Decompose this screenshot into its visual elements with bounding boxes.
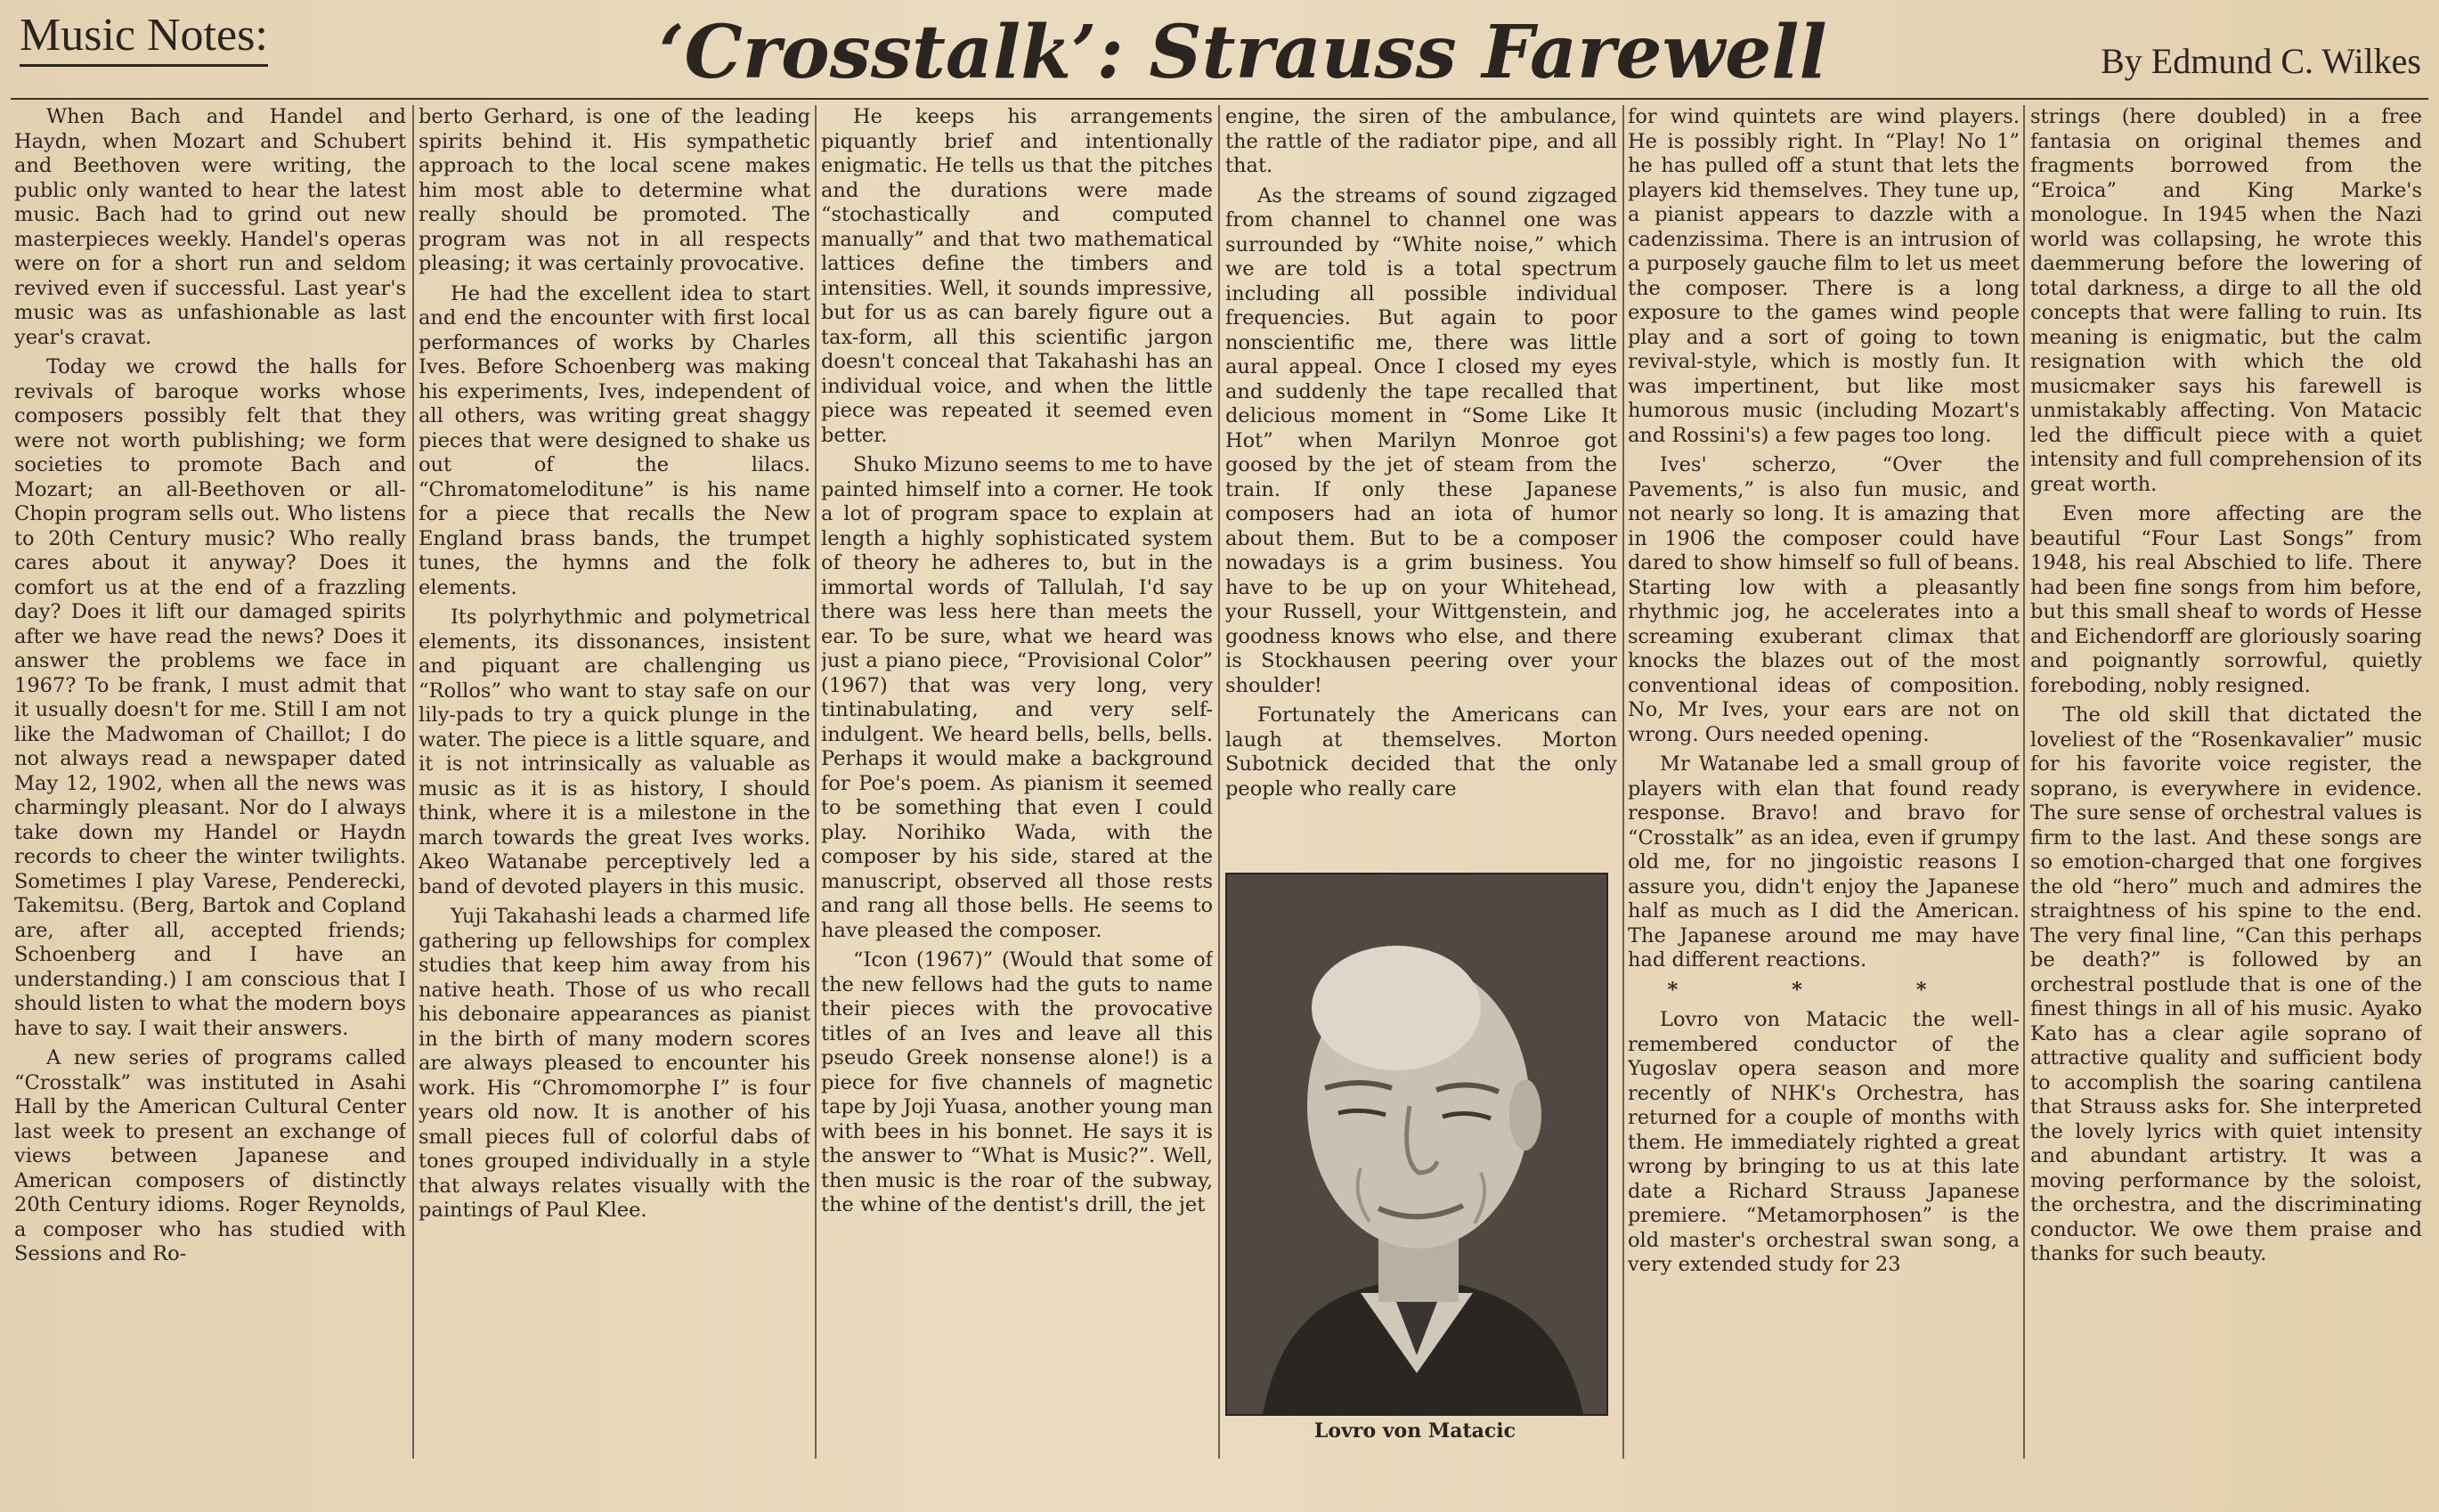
article-column-4 [1225,105,1617,862]
column-kicker: Music Notes: [20,7,268,67]
paragraph: strings (here doubled) in a free fantasia on original themes and fragments borrowed from the “Eroica” and King Marke's monologue. In 1945 when the Nazi world was collapsing, he wrote this daemmerung before the lowering of total darkness, a dirge to all the old concepts that were falling to ruin. Its meaning is enigmatic, but the calm resignation with which the old musicmaker says his farewell is unmistakably affecting. Von Matacic led the difficult piece with a quiet intensity and full comprehension of its great worth. [2030,105,2422,496]
paragraph: A new series of programs called “Crosstalk” was instituted in Asahi Hall by the American Cultural Center last week to present an exchange of views between Japanese and American composers of distinctly 20th Century idioms. Roger Reynolds, a composer who has studied with Sessions and Ro- [14,1046,406,1265]
article-column-5 [1628,105,2020,1459]
paragraph: The old skill that dictated the loveliest of the “Rosenkavalier” music for his favorite voice register, the soprano, is everywhere in evidence. The sure sense of orchestral values is firm to the last. And these songs are so emotion-charged that one forgives the old “hero” much and admires the straightness of his spine to the end. The very final line, “Can this perhaps be death?” is followed by an orchestral postlude that is one of the finest things in all of his music. Ayako Kato has a clear agile soprano of attractive quality and sufficient body to accomplish the soaring cantilena that Strauss asks for. She interpreted the lovely lyrics with quiet intensity and abundant artistry. It was a moving performance by the soloist, the orchestra, and the discriminating conductor. We owe them praise and thanks for such beauty. [2030,703,2422,1265]
column-divider [2023,105,2025,1459]
article-column-3 [821,105,1213,1459]
portrait-illustration [1227,874,1606,1414]
portrait-photo [1225,873,1608,1416]
paragraph: for wind quintets are wind players. He is possibly right. In “Play! No 1” he has pulled off a stunt that lets the players kid themselves. They tune up, a pianist appears to dazzle with a cadenzissima. There is an intrusion of a purposely gauche film to let us meet the composer. There is a long exposure to the games wind people play and a sort of going to town revival-style, which is mostly fun. It was impertinent, but like most humorous music (including Mozart's and Rossini's) a few pages too long. [1628,105,2020,447]
paragraph: Even more affecting are the beautiful “Four Last Songs” from 1948, his real Abschied to life. There had been fine songs from him before, but this small sheaf to words of Hesse and Eichendorff are gloriously soaring and poignantly sorrowful, quietly foreboding, nobly resigned. [2030,502,2422,697]
paragraph: When Bach and Handel and Haydn, when Mozart and Schubert and Beethoven were writing, the public only wanted to hear the latest music. Bach had to grind out new masterpieces weekly. Handel's operas were on for a short run and seldom revived even if successful. Last year's music was as unfashionable as last year's cravat. [14,105,406,349]
paragraph: engine, the siren of the ambulance, the rattle of the radiator pipe, and all that. [1225,105,1617,177]
column-divider [1622,105,1624,1459]
column-divider [412,105,414,1459]
paragraph: Lovro von Matacic the well-remembered conductor of the Yugoslav opera season and more recently of NHK's Orchestra, has returned for a couple of months with them. He immediately righted a great wrong by bringing to us at this late date a Richard Strauss Japanese premiere. “Metamorphosen” is the old master's orchestral swan song, a very extended study for 23 [1628,1008,2020,1276]
article-column-6 [2030,105,2422,1459]
photo-caption: Lovro von Matacic [1313,1419,1516,1443]
paragraph: “Icon (1967)” (Would that some of the new fellows had the guts to name their pieces with the provocative titles of an Ives and leave all this pseudo Greek nonsense alone!) is a piece for five channels of magnetic tape by Joji Yuasa, another young man with bees in his bonnet. He says it is the answer to “What is Music?”. Well, then music is the roar of the subway, the whine of the dentist's drill, the jet [821,948,1213,1216]
paragraph: Ives' scherzo, “Over the Pavements,” is also fun music, and not nearly so long. It is amazing that in 1906 the composer could have dared to show himself so full of beans. Starting low with a pleasantly rhythmic jog, he accelerates into a screaming exuberant climax that knocks the blazes out of the most conventional ideas of composition. No, Mr Ives, your ears are not on wrong. Ours needed opening. [1628,453,2020,746]
section-break: * * * [1667,978,1980,1002]
paragraph: Today we crowd the halls for revivals of baroque works whose composers possibly felt that they were not worth publishing; we form societies to promote Bach and Mozart; an all-Beethoven or all-Chopin program sells out. Who listens to 20th Century music? Who really cares about it anyway? Does it comfort us at the end of a frazzling day? Does it lift our damaged spirits after we have read the news? Does it answer the problems we face in 1967? To be frank, I must admit that it usually doesn't for me. Still I am not like the Madwoman of Chaillot; I do not always read a newspaper dated May 12, 1902, when all the news was charmingly pleasant. Nor do I always take down my Handel or Haydn records to cheer the winter twilights. Sometimes I play Varese, Penderecki, Takemitsu. (Berg, Bartok and Copland are, after all, accepted friends; Schoenberg and I have an understanding.) I am conscious that I should listen to what the modern boys have to say. I wait their answers. [14,355,406,1040]
paragraph: Mr Watanabe led a small group of players with elan that found ready response. Bravo! and bravo for “Crosstalk” as an idea, even if grumpy old me, for no jingoistic reasons I assure you, didn't enjoy the Japanese half as much as I did the American. The Japanese around me may have had different reactions. [1628,752,2020,971]
column-divider [1218,105,1220,1459]
paragraph: berto Gerhard, is one of the leading spirits behind it. His sympathetic approach to the local scene makes him most able to determine what really should be promoted. The program was not in all respects pleasing; it was certainly provocative. [419,105,810,275]
paragraph: Shuko Mizuno seems to me to have painted himself into a corner. He took a lot of program space to explain at length a highly sophisticated system of theory he adheres to, but in the immortal words of Tallulah, I'd say there was less here than meets the ear. To be sure, what we heard was just a piano piece, “Provisional Color” (1967) that was very long, very tintinabulating, and very self-indulgent. We heard bells, bells, bells. Perhaps it would make a background for Poe's poem. As pianism it seemed to be something that even I could play. Norihiko Wada, with the composer by his side, stared at the manuscript, observed all those rests and rang all those bells. He seems to have pleased the composer. [821,453,1213,942]
paragraph: Fortunately the Americans can laugh at themselves. Morton Subotnick decided that the only people who really care [1225,703,1617,801]
article-column-1 [14,105,406,1459]
paragraph: As the streams of sound zigzaged from channel to channel one was surrounded by “White noise,” which we are told is a total spectrum including all possible individual frequencies. But again to poor nonscientific me, there was little aural appeal. Once I closed my eyes and suddenly the tape recalled that delicious moment in “Some Like It Hot” when Marilyn Monroe got goosed by the jet of steam from the train. If only these Japanese composers had an iota of humor about them. But to be a composer nowadays is a grim business. You have to be up on your Whitehead, your Russell, your Wittgenstein, and goodness knows who else, and there is Stockhausen peering over your shoulder! [1225,183,1617,697]
paragraph: He had the excellent idea to start and end the encounter with first local performances of works by Charles Ives. Before Schoenberg was making his experiments, Ives, independent of all others, was writing great shaggy pieces that were designed to shake us out of the lilacs. “Chromatomeloditune” is his name for a piece that recalls the New England brass bands, the trumpet tunes, the hymns and the folk elements. [419,281,810,599]
article-column-2 [419,105,810,1459]
column-divider [815,105,817,1459]
byline: By Edmund C. Wilkes [2101,41,2421,81]
paragraph: He keeps his arrangements piquantly brief and intentionally enigmatic. He tells us that the pitches and the durations were made “stochastically and computed manually” and that two mathematical lattices define the timbers and intensities. Well, it sounds impressive, but for us as can barely figure out a tax-form, all this scientific jargon doesn't conceal that Takahashi has an individual voice, and when the little piece was repeated it seemed even better. [821,105,1213,447]
paragraph: Its polyrhythmic and polymetrical elements, its dissonances, insistent and piquant are challenging us “Rollos” who want to stay safe on our lily-pads to try a quick plunge in the water. The piece is a little square, and it is not intrinsically as valuable as music as it is as history, I should think, where it is a milestone in the march towards the great Ives works. Akeo Watanabe perceptively led a band of devoted players in this music. [419,606,810,898]
header-rule [11,98,2428,100]
headline: ‘Crosstalk’: Strauss Farewell [659,10,1827,95]
paragraph: Yuji Takahashi leads a charmed life gathering up fellowships for complex studies that keep him away from his native heath. Those of us who recall his debonaire appearances as pianist in the birth of many modern scores are always pleased to encounter his work. His “Chromomorphe I” is four years old now. It is another of his small pieces full of colorful dabs of tones grouped individually in a style that always relates visually with the paintings of Paul Klee. [419,905,810,1222]
